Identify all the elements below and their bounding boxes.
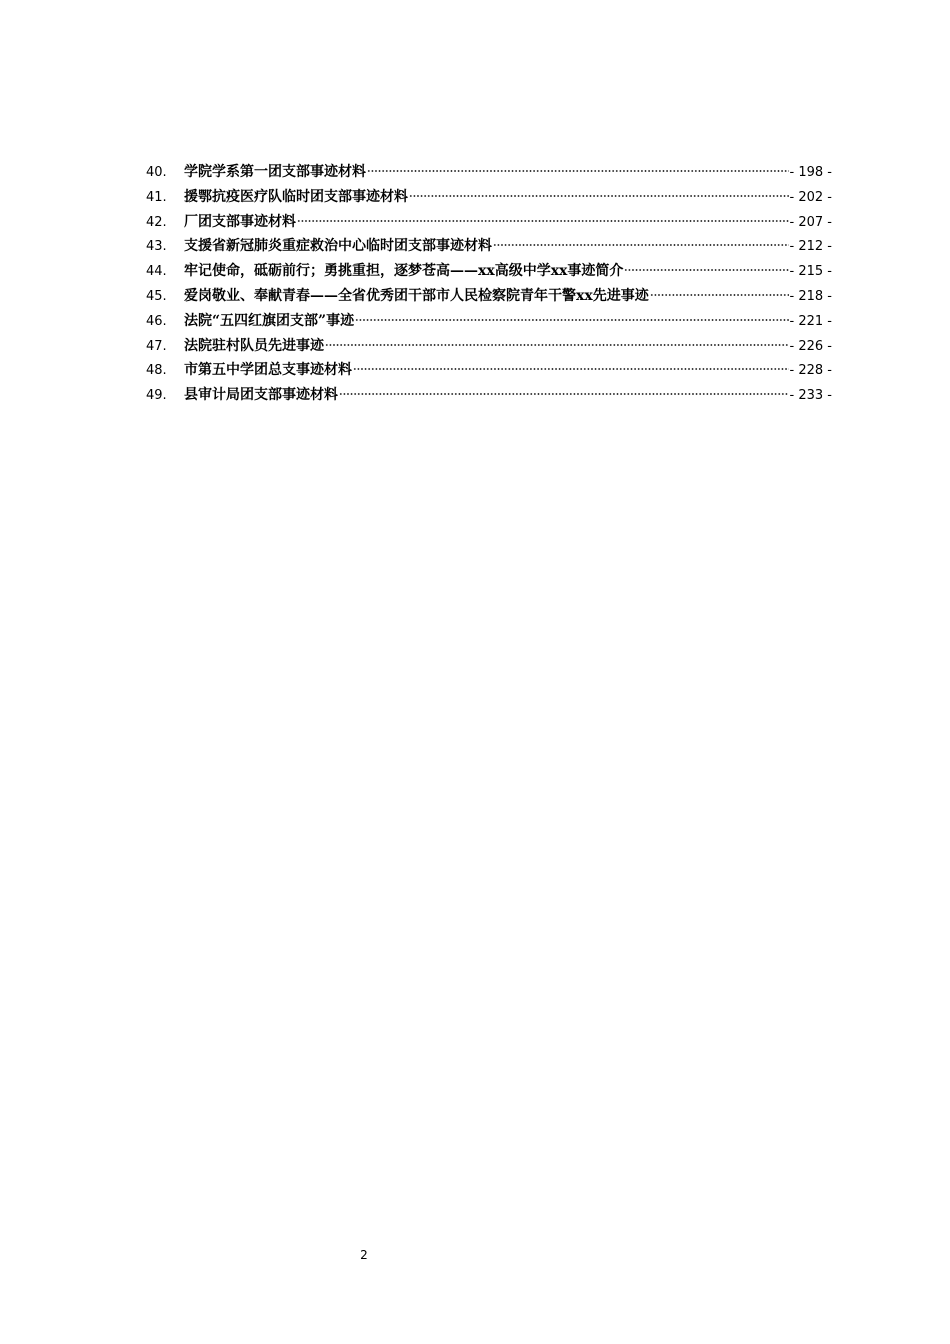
toc-entry-number: 48. xyxy=(146,363,167,379)
toc-entry[interactable] xyxy=(146,186,832,211)
toc-entry-page[interactable]: - 233 - xyxy=(789,388,832,404)
toc-entry-number: 43. xyxy=(146,239,167,255)
toc-entry-title[interactable]: 援鄂抗疫医疗队临时团支部事迹材料 xyxy=(184,188,408,205)
toc-entry[interactable] xyxy=(146,285,832,310)
toc-entry[interactable] xyxy=(146,310,832,335)
toc-entry[interactable] xyxy=(146,161,832,186)
toc-entry[interactable] xyxy=(146,260,832,285)
toc-entry[interactable] xyxy=(146,335,832,360)
toc-entry-title[interactable]: 支援省新冠肺炎重症救治中心临时团支部事迹材料 xyxy=(184,238,492,255)
toc-entry-page[interactable]: - 218 - xyxy=(789,288,832,304)
toc-entry-title[interactable]: 法院驻村队员先进事迹 xyxy=(184,337,324,354)
toc-entry[interactable] xyxy=(146,384,832,409)
toc-dot-leader xyxy=(493,243,789,247)
toc-entry[interactable] xyxy=(146,359,832,384)
toc-entry-number: 47. xyxy=(146,338,167,354)
table-of-contents xyxy=(146,161,832,409)
toc-dot-leader xyxy=(325,343,789,347)
toc-entry-title[interactable]: 牢记使命，砥砺前行；勇挑重担，逐梦苍高——xx高级中学xx事迹简介 xyxy=(184,263,624,280)
toc-entry-title[interactable]: 厂团支部事迹材料 xyxy=(184,213,296,230)
toc-dot-leader xyxy=(297,219,789,223)
toc-entry-title[interactable]: 爱岗敬业、奉献青春——全省优秀团干部市人民检察院青年干警xx先进事迹 xyxy=(184,287,649,304)
toc-entry-page[interactable]: - 215 - xyxy=(789,264,832,280)
toc-dot-leader xyxy=(409,194,789,198)
toc-entry-page[interactable]: - 202 - xyxy=(789,189,832,205)
toc-entry-title[interactable]: 学院学系第一团支部事迹材料 xyxy=(184,164,366,180)
toc-dot-leader xyxy=(367,169,789,173)
toc-dot-leader xyxy=(624,268,788,272)
toc-entry[interactable] xyxy=(146,235,832,260)
toc-dot-leader xyxy=(650,293,789,297)
toc-dot-leader xyxy=(355,318,788,322)
toc-entry-number: 42. xyxy=(146,214,167,230)
toc-entry-page[interactable]: - 198 - xyxy=(789,165,832,180)
toc-entry-title[interactable]: 法院“五四红旗团支部”事迹 xyxy=(184,312,355,329)
toc-entry-number: 41. xyxy=(146,189,167,205)
toc-entry-title[interactable]: 县审计局团支部事迹材料 xyxy=(184,387,338,404)
toc-dot-leader xyxy=(353,367,789,371)
toc-entry-number: 45. xyxy=(146,288,167,304)
toc-entry-page[interactable]: - 226 - xyxy=(789,338,832,354)
toc-entry-number: 49. xyxy=(146,388,167,404)
toc-entry-page[interactable]: - 207 - xyxy=(789,214,832,230)
toc-entry[interactable] xyxy=(146,211,832,236)
toc-entry-number: 46. xyxy=(146,313,167,329)
toc-dot-leader xyxy=(339,392,789,396)
toc-entry-page[interactable]: - 221 - xyxy=(789,313,832,329)
toc-entry-page[interactable]: - 228 - xyxy=(789,363,832,379)
page-number: 2 xyxy=(360,1248,368,1262)
toc-entry-number: 40. xyxy=(146,165,167,180)
toc-entry-page[interactable]: - 212 - xyxy=(789,239,832,255)
toc-entry-number: 44. xyxy=(146,264,167,280)
toc-entry-title[interactable]: 市第五中学团总支事迹材料 xyxy=(184,362,352,379)
